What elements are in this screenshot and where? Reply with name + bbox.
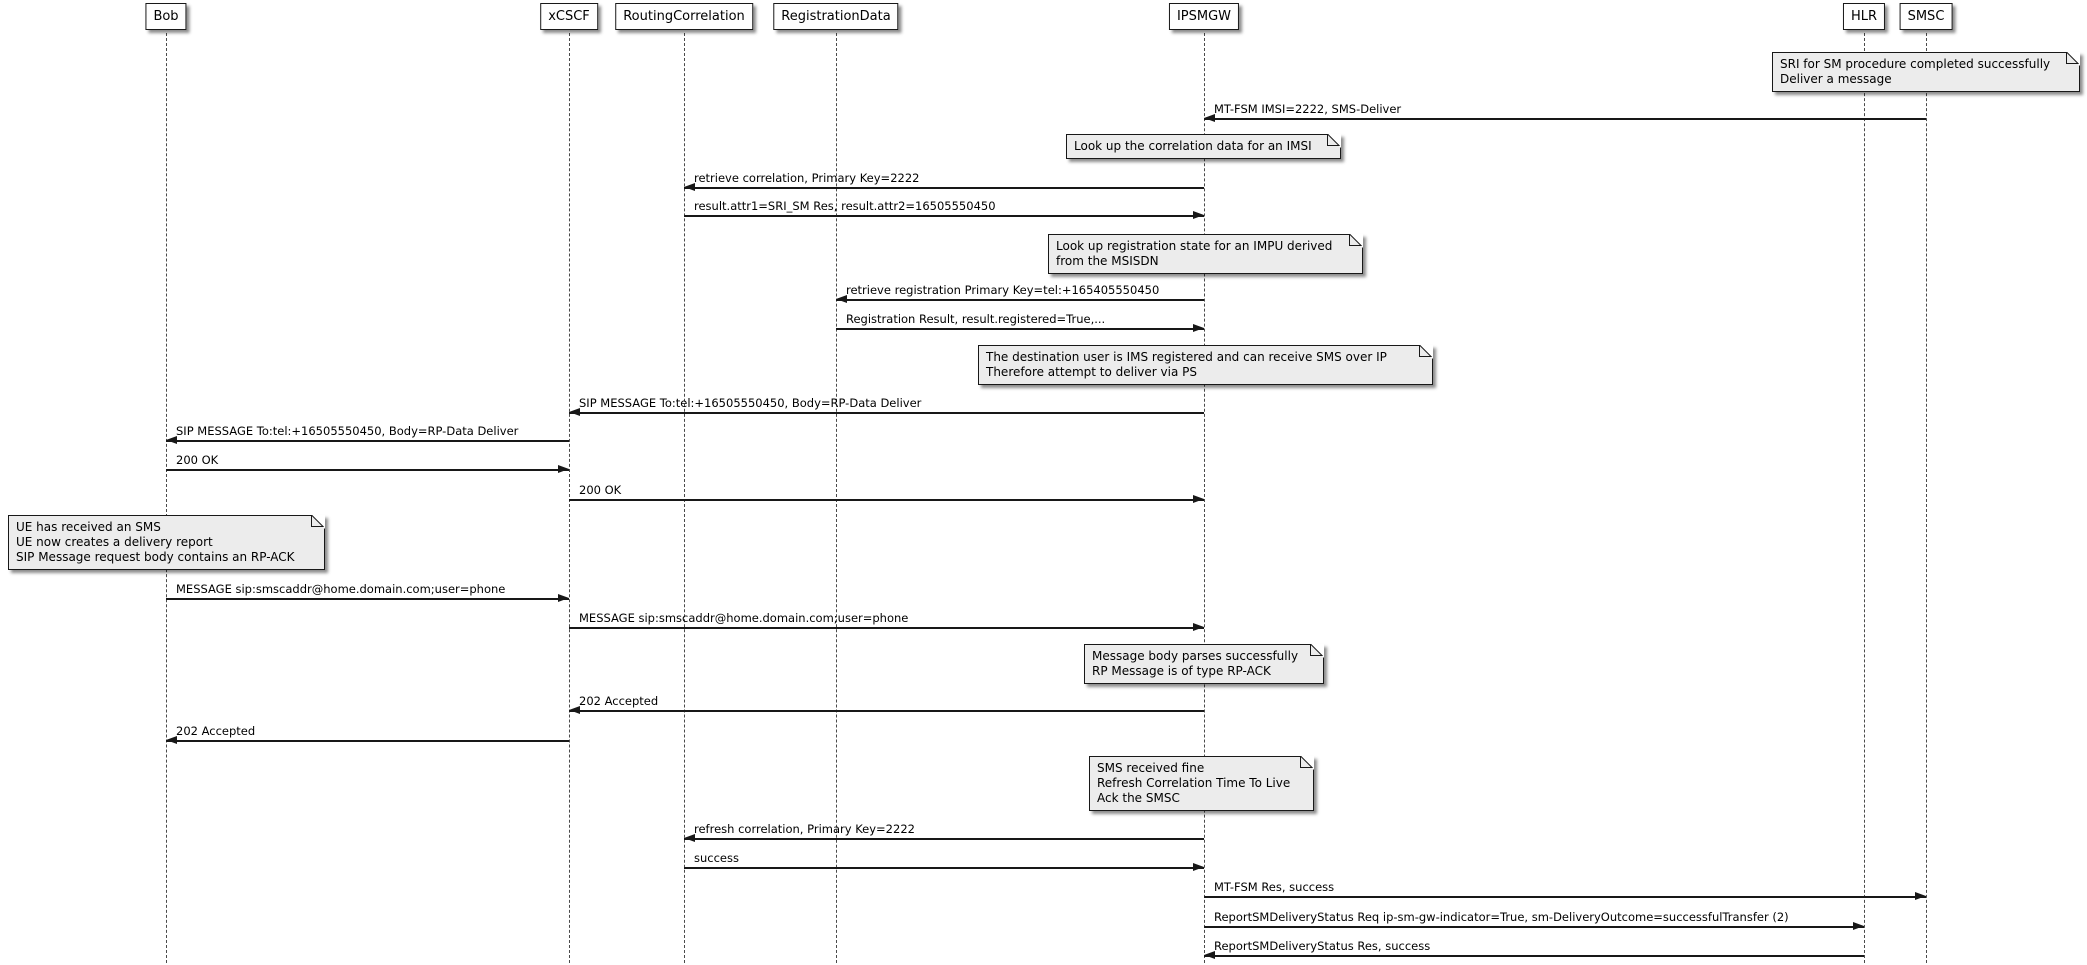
lifeline-hlr <box>1864 33 1865 963</box>
note-7 <box>1089 756 1314 811</box>
message-label: result.attr1=SRI_SM Res, result.attr2=16505550450 <box>694 199 996 213</box>
message-label: MT-FSM Res, success <box>1214 880 1335 894</box>
message-label: retrieve correlation, Primary Key=2222 <box>694 171 920 185</box>
message-label: 202 Accepted <box>176 724 256 738</box>
lifeline-bob <box>166 33 167 963</box>
note-text-line: Deliver a message <box>1780 72 1892 86</box>
message-line <box>684 838 1204 840</box>
message-label: MT-FSM IMSI=2222, SMS-Deliver <box>1214 102 1402 116</box>
message-label: 200 OK <box>176 453 219 467</box>
arrowhead-icon <box>1193 324 1204 332</box>
message-label: 200 OK <box>579 483 622 497</box>
note-fold-corner-icon <box>1300 756 1314 770</box>
participant-box-registrationdata: RegistrationData <box>773 3 898 30</box>
note-text-line: Ack the SMSC <box>1097 791 1180 805</box>
note-fold-corner-icon <box>1327 134 1341 148</box>
message-label: SIP MESSAGE To:tel:+16505550450, Body=RP-Data Deliver <box>579 396 922 410</box>
note-4 <box>978 345 1433 385</box>
arrowhead-icon <box>1193 211 1204 219</box>
message-line <box>684 867 1204 869</box>
note-text-line: Look up the correlation data for an IMSI <box>1074 139 1312 153</box>
note-text-line: Therefore attempt to deliver via PS <box>986 365 1197 379</box>
participant-box-hlr: HLR <box>1843 3 1885 30</box>
arrowhead-icon <box>1193 623 1204 631</box>
note-fold-corner-icon <box>2066 52 2080 66</box>
lifeline-smsc <box>1926 33 1927 963</box>
arrowhead-icon <box>558 465 569 473</box>
message-line <box>1204 118 1926 120</box>
arrowhead-icon <box>558 594 569 602</box>
message-line <box>166 598 569 600</box>
arrowhead-icon <box>1853 922 1864 930</box>
message-label: ReportSMDeliveryStatus Res, success <box>1214 939 1431 953</box>
lifeline-xcscf <box>569 33 570 963</box>
note-3 <box>1048 234 1363 274</box>
note-text-line: RP Message is of type RP-ACK <box>1092 664 1271 678</box>
note-text-line: UE has received an SMS <box>16 520 161 534</box>
message-line <box>569 499 1204 501</box>
message-line <box>836 328 1204 330</box>
message-line <box>684 215 1204 217</box>
note-text-line: Look up registration state for an IMPU derived <box>1056 239 1333 253</box>
message-line <box>1204 896 1926 898</box>
note-text-line: SMS received fine <box>1097 761 1205 775</box>
note-text-line: Message body parses successfully <box>1092 649 1299 663</box>
note-6 <box>1084 644 1324 684</box>
arrowhead-icon <box>1193 863 1204 871</box>
lifeline-routingcorrelation <box>684 33 685 963</box>
note-text-line: The destination user is IMS registered and can receive SMS over IP <box>986 350 1387 364</box>
note-fold-corner-icon <box>311 515 325 529</box>
note-fold-corner-icon <box>1419 345 1433 359</box>
message-line <box>166 469 569 471</box>
message-line <box>569 627 1204 629</box>
message-line <box>166 740 569 742</box>
note-text-line: from the MSISDN <box>1056 254 1159 268</box>
arrowhead-icon <box>1193 495 1204 503</box>
participant-box-ipsmgw: IPSMGW <box>1169 3 1239 30</box>
note-5 <box>8 515 325 570</box>
note-text-line: UE now creates a delivery report <box>16 535 213 549</box>
arrowhead-icon <box>1915 892 1926 900</box>
message-label: ReportSMDeliveryStatus Req ip-sm-gw-indicator=True, sm-DeliveryOutcome=successfulTransfer (2) <box>1214 910 1789 924</box>
note-1 <box>1772 52 2080 92</box>
participant-box-xcscf: xCSCF <box>540 3 598 30</box>
message-label: SIP MESSAGE To:tel:+16505550450, Body=RP-Data Deliver <box>176 424 519 438</box>
participant-box-routingcorrelation: RoutingCorrelation <box>615 3 753 30</box>
message-line <box>836 299 1204 301</box>
message-label: 202 Accepted <box>579 694 659 708</box>
participant-box-smsc: SMSC <box>1900 3 1953 30</box>
note-text-line: SIP Message request body contains an RP-ACK <box>16 550 295 564</box>
note-fold-corner-icon <box>1310 644 1324 658</box>
message-line <box>569 412 1204 414</box>
note-fold-corner-icon <box>1349 234 1363 248</box>
message-line <box>166 440 569 442</box>
message-line <box>684 187 1204 189</box>
message-label: retrieve registration Primary Key=tel:+165405550450 <box>846 283 1160 297</box>
message-label: Registration Result, result.registered=True,... <box>846 312 1106 326</box>
note-text-line: SRI for SM procedure completed successfully <box>1780 57 2051 71</box>
message-label: MESSAGE sip:smscaddr@home.domain.com;user=phone <box>176 582 506 596</box>
message-label: MESSAGE sip:smscaddr@home.domain.com;user=phone <box>579 611 909 625</box>
note-text-line: Refresh Correlation Time To Live <box>1097 776 1291 790</box>
message-label: success <box>694 851 739 865</box>
message-line <box>1204 926 1864 928</box>
message-line <box>569 710 1204 712</box>
note-2 <box>1066 134 1341 159</box>
participant-box-bob: Bob <box>145 3 186 30</box>
message-line <box>1204 955 1864 957</box>
message-label: refresh correlation, Primary Key=2222 <box>694 822 915 836</box>
